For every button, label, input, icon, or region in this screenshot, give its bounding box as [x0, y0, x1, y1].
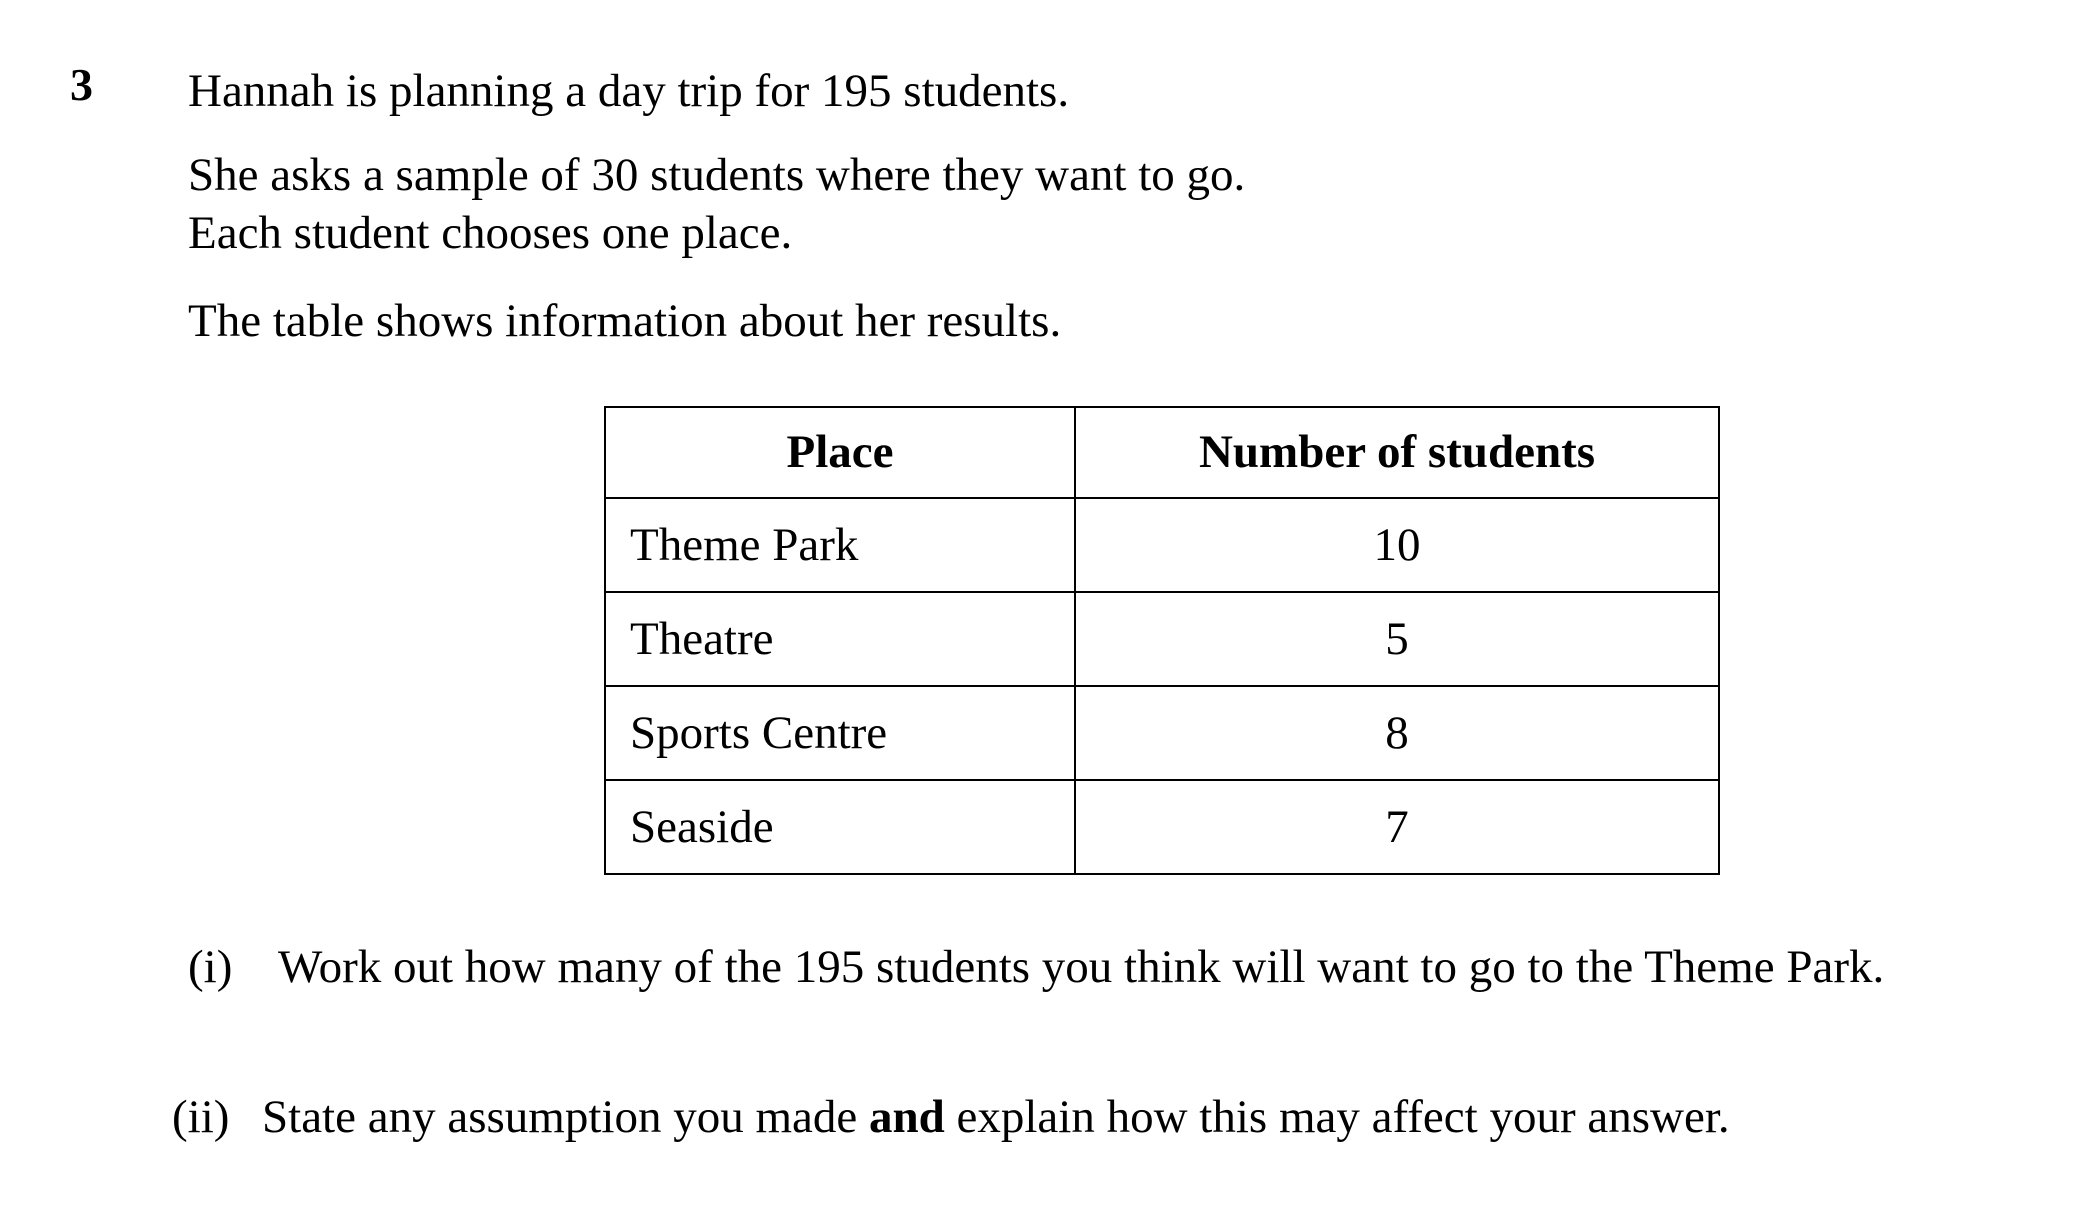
intro-line-4: The table shows information about her results. — [188, 295, 1062, 347]
table-header-row — [605, 407, 1719, 498]
table-row — [605, 780, 1719, 874]
intro-line-2: She asks a sample of 30 students where they want to go. — [188, 149, 1246, 201]
part-ii-label: (ii) — [172, 1091, 230, 1143]
header-place: Place — [605, 407, 1075, 498]
part-ii — [172, 1091, 1730, 1143]
part-i-text: Work out how many of the 195 students you think will want to go to the Theme Park. — [278, 941, 1885, 993]
results-table — [604, 406, 1720, 875]
header-number-of-students: Number of students — [1075, 407, 1719, 498]
intro-line-1: Hannah is planning a day trip for 195 students. — [188, 65, 1070, 117]
cell-place: Theme Park — [605, 498, 1075, 592]
cell-place: Seaside — [605, 780, 1075, 874]
question-number: 3 — [70, 59, 93, 110]
part-ii-text-after: explain how this may affect your answer. — [944, 1091, 1730, 1143]
intro-line-3: Each student chooses one place. — [188, 207, 793, 259]
cell-count: 5 — [1075, 592, 1719, 686]
part-i-label: (i) — [188, 941, 233, 993]
cell-count: 7 — [1075, 780, 1719, 874]
part-i — [188, 941, 1885, 993]
table-row — [605, 686, 1719, 780]
cell-place: Theatre — [605, 592, 1075, 686]
cell-count: 10 — [1075, 498, 1719, 592]
cell-count: 8 — [1075, 686, 1719, 780]
part-ii-text-before: State any assumption you made — [262, 1091, 869, 1143]
table-row — [605, 498, 1719, 592]
table-row — [605, 592, 1719, 686]
part-ii-bold-and: and — [868, 1091, 945, 1143]
cell-place: Sports Centre — [605, 686, 1075, 780]
